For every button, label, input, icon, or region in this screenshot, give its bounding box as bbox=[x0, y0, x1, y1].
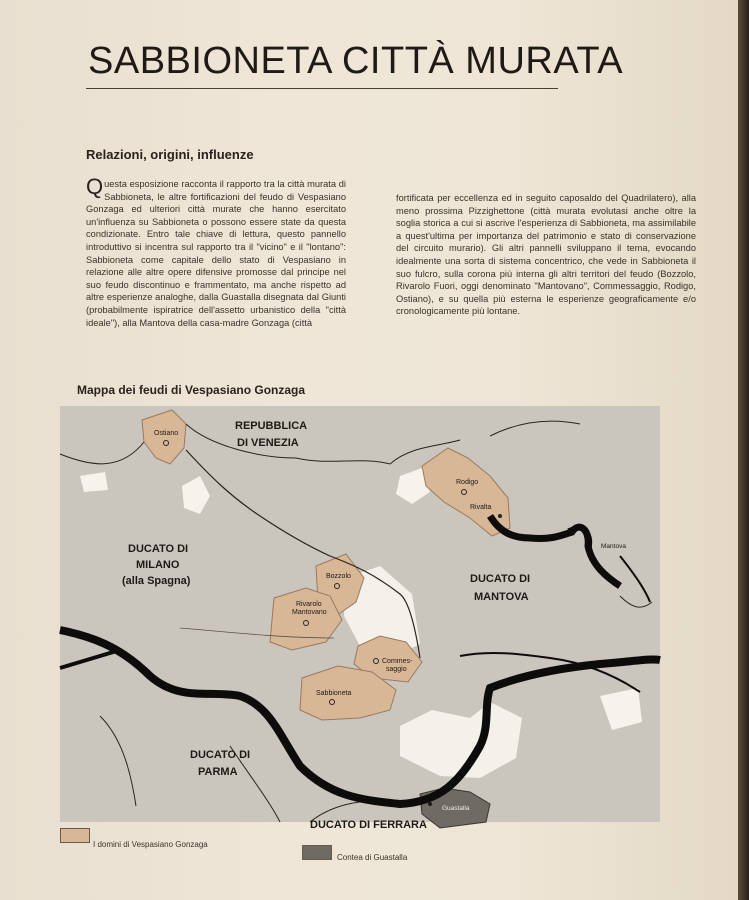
region-label-mantova-1: DUCATO DI bbox=[470, 573, 531, 585]
town-label-guastalla: Guastalla bbox=[442, 805, 470, 812]
panel-edge-shadow bbox=[738, 0, 749, 900]
region-label-milano-1: DUCATO DI bbox=[128, 543, 189, 555]
text-column-left-body: uesta esposizione racconta il rapporto tra la città murata di Sabbioneta, le altre fortificazioni del feudo di Vespasiano Gonzaga ed ulteriori città murate che hanno esercitato un'influenza su Sabbioneta o possono essere state da questa condizionate. Entro tale chiave di lettura, questo pannello introduttivo si incentra sul rapporto tra il "vicino" e il "lontano": Sabbioneta come capitale dello stato di Vespasiano in relazione alle altre opere difensive promosse dal principe nel suo feudo discontinuo e frammentato, ma anche rispetto ad altre esperienze analoghe, dalla Guastalla disegnata dal Giunti (probabilmente ispiratrice dell'assetto urbanistico della "città ideale"), alla Mantova della casa-madre Gonzaga (città bbox=[86, 179, 346, 328]
region-label-mantova-2: MANTOVA bbox=[474, 591, 529, 603]
legend-label-guastalla: Contea di Guastalla bbox=[337, 853, 408, 862]
region-label-venezia-1: REPUBBLICA bbox=[235, 420, 308, 432]
page-title: SABBIONETA CITTÀ MURATA bbox=[88, 40, 624, 82]
town-label-commessaggio-2: saggio bbox=[386, 666, 407, 673]
town-label-sabbioneta: Sabbioneta bbox=[316, 690, 352, 697]
region-label-milano-3: (alla Spagna) bbox=[122, 575, 191, 587]
region-label-ferrara: DUCATO DI FERRARA bbox=[310, 819, 427, 831]
text-column-left bbox=[86, 174, 346, 329]
legend-label-domini: I domini di Vespasiano Gonzaga bbox=[93, 840, 208, 849]
legend-swatch-domini bbox=[60, 828, 90, 843]
title-divider bbox=[86, 88, 558, 89]
town-label-rivarolo-2: Mantovano bbox=[292, 609, 327, 616]
text-column-right: fortificata per eccellenza ed in seguito caposaldo del Quadrilatero), alla meno prossima Pizzighettone (città murata evolutasi anche oltre la soglia storica a cui si ascrive l'esperienza di Sabbioneta, ma assimilabile a quest'ultima per importanza del patrimonio e stato di conservazione del circuito murario). Gli altri pannelli sviluppano il tema, evocando idealmente una sorta di sistema concentrico, che vede in Sabbioneta il suo fulcro, sulla corona più interna gli altri territori del feudo (Bozzolo, Rivarolo Fuori, oggi denominato "Mantovano", Commessaggio, Rodigo, Ostiano), e su quella più esterna le esperienze geograficamente e/o cronologicamente più lontane. bbox=[396, 193, 696, 317]
drop-cap: Q bbox=[86, 174, 104, 199]
section-subtitle: Relazioni, origini, influenze bbox=[86, 147, 254, 162]
town-label-ostiano: Ostiano bbox=[154, 430, 179, 437]
town-label-commessaggio-1: Commes- bbox=[382, 658, 413, 665]
town-label-rodigo: Rodigo bbox=[456, 479, 479, 486]
legend-swatch-guastalla bbox=[302, 845, 332, 860]
region-label-parma-2: PARMA bbox=[198, 766, 238, 778]
town-marker-guastalla bbox=[428, 802, 432, 806]
region-label-parma-1: DUCATO DI bbox=[190, 749, 251, 761]
region-label-venezia-2: DI VENEZIA bbox=[237, 437, 299, 449]
feudi-map bbox=[60, 406, 660, 831]
town-label-rivalta: Rivalta bbox=[470, 504, 492, 511]
town-label-mantova: Mantova bbox=[601, 543, 626, 550]
town-marker-rivalta bbox=[498, 514, 502, 518]
town-mantova bbox=[601, 543, 626, 550]
region-label-milano-2: MILANO bbox=[136, 559, 180, 571]
town-label-rivarolo-1: Rivarolo bbox=[296, 601, 322, 608]
town-label-bozzolo: Bozzolo bbox=[326, 573, 351, 580]
map-title: Mappa dei feudi di Vespasiano Gonzaga bbox=[77, 383, 306, 397]
